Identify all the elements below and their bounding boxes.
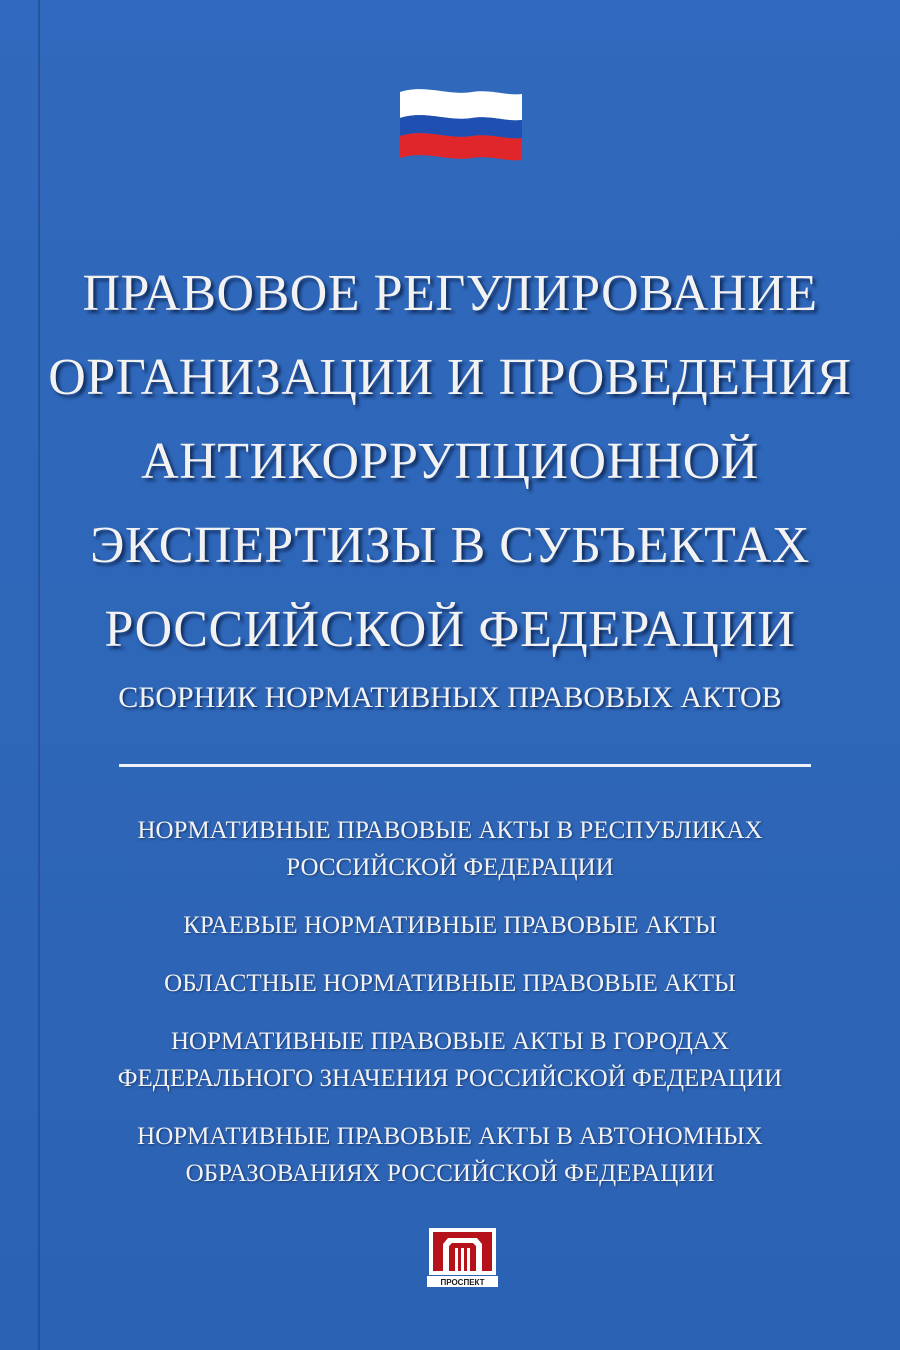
book-subtitle: СБОРНИК НОРМАТИВНЫХ ПРАВОВЫХ АКТОВ (118, 681, 782, 714)
title-line: ЭКСПЕРТИЗЫ В СУБЪЕКТАХ (90, 517, 810, 574)
contents-item-line: ОБРАЗОВАНИЯХ РОССИЙСКОЙ ФЕДЕРАЦИИ (185, 1160, 715, 1187)
contents-item (40, 812, 860, 886)
title-line: ПРАВОВОЕ РЕГУЛИРОВАНИЕ (82, 265, 818, 322)
publisher-logo-icon (425, 1228, 500, 1288)
contents-item-line: КРАЕВЫЕ НОРМАТИВНЫЕ ПРАВОВЫЕ АКТЫ (183, 912, 717, 939)
contents-list (40, 812, 860, 1213)
russian-flag-icon (396, 82, 526, 170)
contents-item-line: РОССИЙСКОЙ ФЕДЕРАЦИИ (286, 854, 614, 881)
contents-item-line: НОРМАТИВНЫЕ ПРАВОВЫЕ АКТЫ В АВТОНОМНЫХ (137, 1123, 763, 1150)
contents-item-line: ФЕДЕРАЛЬНОГО ЗНАЧЕНИЯ РОССИЙСКОЙ ФЕДЕРАЦИИ (117, 1065, 783, 1092)
title-line: ОРГАНИЗАЦИИ И ПРОВЕДЕНИЯ (48, 349, 852, 406)
contents-item (40, 1118, 860, 1192)
contents-item (40, 1023, 860, 1097)
contents-item-line: НОРМАТИВНЫЕ ПРАВОВЫЕ АКТЫ В РЕСПУБЛИКАХ (137, 817, 763, 844)
title-line: РОССИЙСКОЙ ФЕДЕРАЦИИ (104, 601, 796, 658)
publisher-name: ПРОСПЕКТ (440, 1278, 485, 1287)
contents-item (40, 965, 860, 1002)
contents-item (40, 907, 860, 944)
book-title (40, 252, 860, 672)
divider-line (119, 764, 811, 767)
contents-item-line: ОБЛАСТНЫЕ НОРМАТИВНЫЕ ПРАВОВЫЕ АКТЫ (164, 970, 736, 997)
contents-item-line: НОРМАТИВНЫЕ ПРАВОВЫЕ АКТЫ В ГОРОДАХ (170, 1028, 730, 1055)
title-line: АНТИКОРРУПЦИОННОЙ (141, 433, 759, 490)
